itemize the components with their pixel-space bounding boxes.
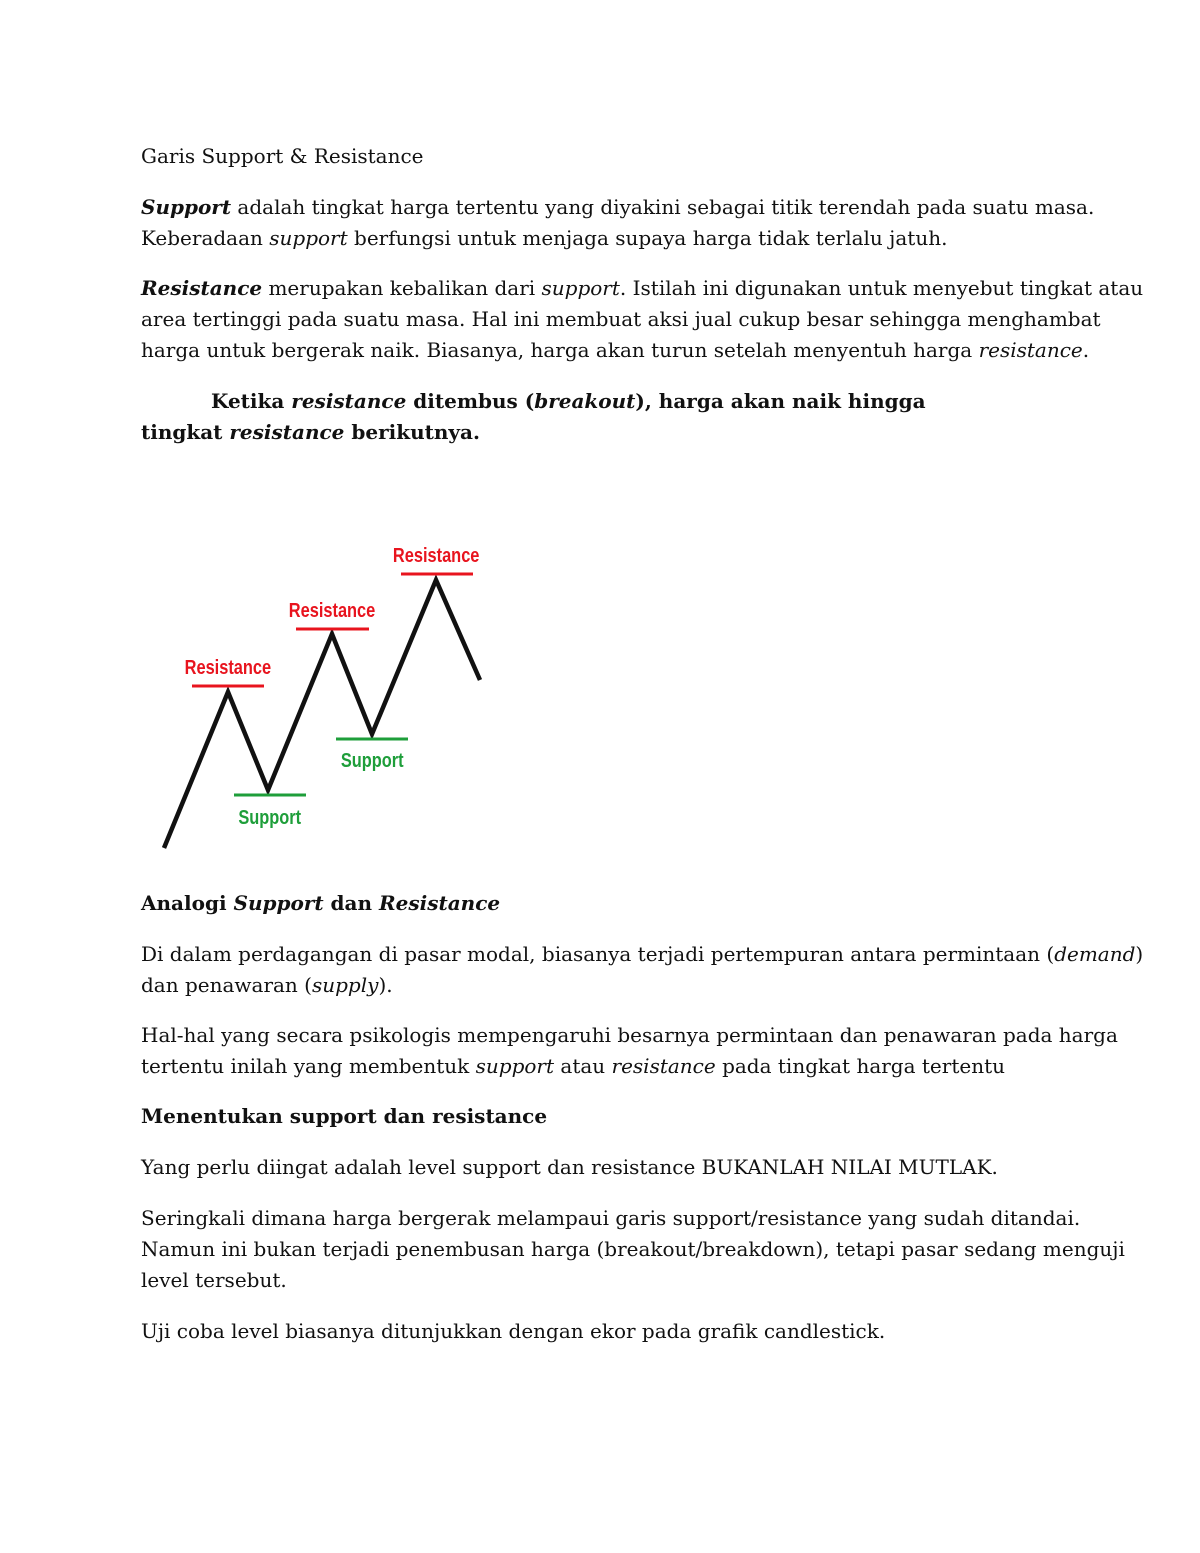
- paragraph-not-absolute: Yang perlu diingat adalah level support dan resistance BUKANLAH NILAI MUTLAK.: [141, 1155, 998, 1179]
- term-resistance: Resistance: [141, 276, 263, 300]
- support-resistance-diagram: [150, 530, 490, 860]
- support-label-1: Support: [238, 805, 302, 829]
- resistance-label-3: Resistance: [392, 543, 480, 567]
- term-support: Support: [141, 195, 232, 219]
- support-label-2: Support: [340, 748, 404, 772]
- heading-analogi: Analogi Support dan Resistance: [141, 891, 501, 915]
- heading-menentukan: Menentukan support dan resistance: [141, 1104, 548, 1128]
- resistance-label-2: Resistance: [288, 598, 376, 622]
- document-title: Garis Support & Resistance: [141, 144, 424, 168]
- paragraph-candlestick: Uji coba level biasanya ditunjukkan dengan ekor pada grafik candlestick.: [141, 1319, 886, 1343]
- resistance-label-1: Resistance: [184, 655, 272, 679]
